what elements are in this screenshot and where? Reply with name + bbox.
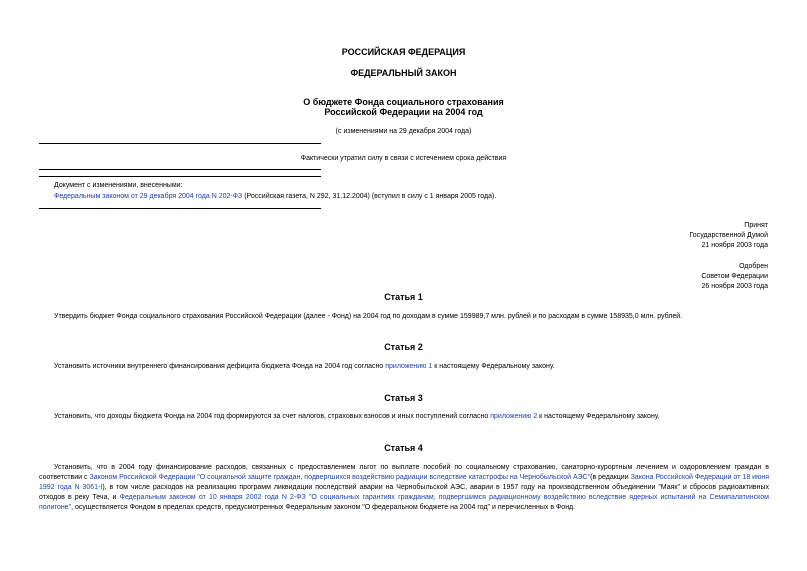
article-4-text (39, 463, 769, 513)
law-1992-link[interactable]: Закона Российской Федерации от 18 июня 1992 года N 3061-I (39, 474, 769, 491)
amendments-intro: Документ с изменениями, внесенными: (54, 182, 183, 189)
divider (39, 169, 321, 170)
approved-label: Одобрен (739, 263, 768, 270)
amending-law-source: (Российская газета, N 292, 31.12.2004) (вступил в силу с 1 января 2005 года). (242, 193, 497, 200)
adopted-date: 21 ноября 2003 года (701, 242, 768, 249)
divider (39, 208, 321, 209)
article-3-title: Статья 3 (384, 393, 423, 403)
adopted-by: Государственной Думой (689, 232, 768, 239)
doc-type: ФЕДЕРАЛЬНЫЙ ЗАКОН (350, 68, 457, 78)
adopted-label: Принят (744, 222, 768, 229)
article-3-text-end: к настоящему Федеральному закону. (537, 413, 660, 420)
article-2-text-start: Установить источники внутреннего финансирования дефицита бюджета Фонда на 2004 год согласно (54, 363, 386, 370)
article-4-text-2: (в редакции (590, 474, 631, 481)
doc-country: РОССИЙСКАЯ ФЕДЕРАЦИЯ (341, 47, 466, 57)
amendments-line (54, 192, 496, 202)
appendix-1-link[interactable]: приложению 1 (385, 363, 433, 370)
article-3-text (54, 412, 774, 422)
article-4-title: Статья 4 (384, 443, 423, 453)
article-2-text-end: к настоящему Федеральному закону. (432, 363, 555, 370)
law-social-protection-link[interactable]: Законом Российской Федерации "О социальной защите граждан, подвергшихся воздействию радиации вследствие катастрофы на Чернобыльской АЭС" (89, 474, 591, 481)
divider (39, 176, 321, 177)
article-3-text-start: Установить, что доходы бюджета Фонда на 2004 год формируются за счет налогов, страховых взносов и иных поступлений согласно (54, 413, 491, 420)
status-note: Фактически утратил силу в связи с истечением срока действия (300, 155, 507, 162)
article-1-title: Статья 1 (384, 292, 423, 302)
doc-title-line1: О бюджете Фонда социального страхования (303, 97, 504, 107)
divider (39, 143, 321, 144)
approved-date: 26 ноября 2003 года (701, 283, 768, 290)
article-4-text-3: ), в том числе расходов на реализацию программ ликвидации последствий аварии на Чернобыльской АЭС, аварии в 1957 году на производственном объединении "Маяк" и сбросов радиоактивных отходов в реку Теча, и (39, 484, 770, 501)
approved-block (701, 262, 768, 292)
article-1-text: Утвердить бюджет Фонда социального страхования Российской Федерации (далее - Фонд) на 2004 год по доходам в сумме 159989,7 млн. рублей и по расходам в сумме 158935,0 млн. рублей. (54, 313, 683, 320)
article-2-text (54, 362, 774, 372)
article-2-title: Статья 2 (384, 342, 423, 352)
approved-by: Советом Федерации (701, 273, 768, 280)
article-4-text-1: Установить, что в 2004 году финансирование расходов, связанных с предоставлением льгот по выплате пособий по социальному страхованию, санаторно-курортным лечением и оздоровлением граждан в соответствии с (39, 464, 769, 481)
appendix-2-link[interactable]: приложению 2 (490, 413, 538, 420)
law-2002-link[interactable]: Федеральным законом от 10 января 2002 года N 2-ФЗ "О социальных гарантиях гражданам, подвергшимся радиационному воздействию вследствие ядерных испытаний на Семипалатинском полигоне" (39, 494, 769, 511)
article-4-text-4: , осуществляется Фондом в пределах средств, предусмотренных Федеральным законом "О федеральном бюджете на 2004 год" и перечисленных в Фонд. (71, 504, 576, 511)
amending-law-link[interactable]: Федеральным законом от 29 декабря 2004 года N 202-ФЗ (54, 193, 243, 200)
doc-changes-note: (с изменениями на 29 декабря 2004 года) (335, 128, 472, 135)
adopted-block (689, 221, 768, 251)
doc-title-line2: Российской Федерации на 2004 год (324, 107, 483, 117)
